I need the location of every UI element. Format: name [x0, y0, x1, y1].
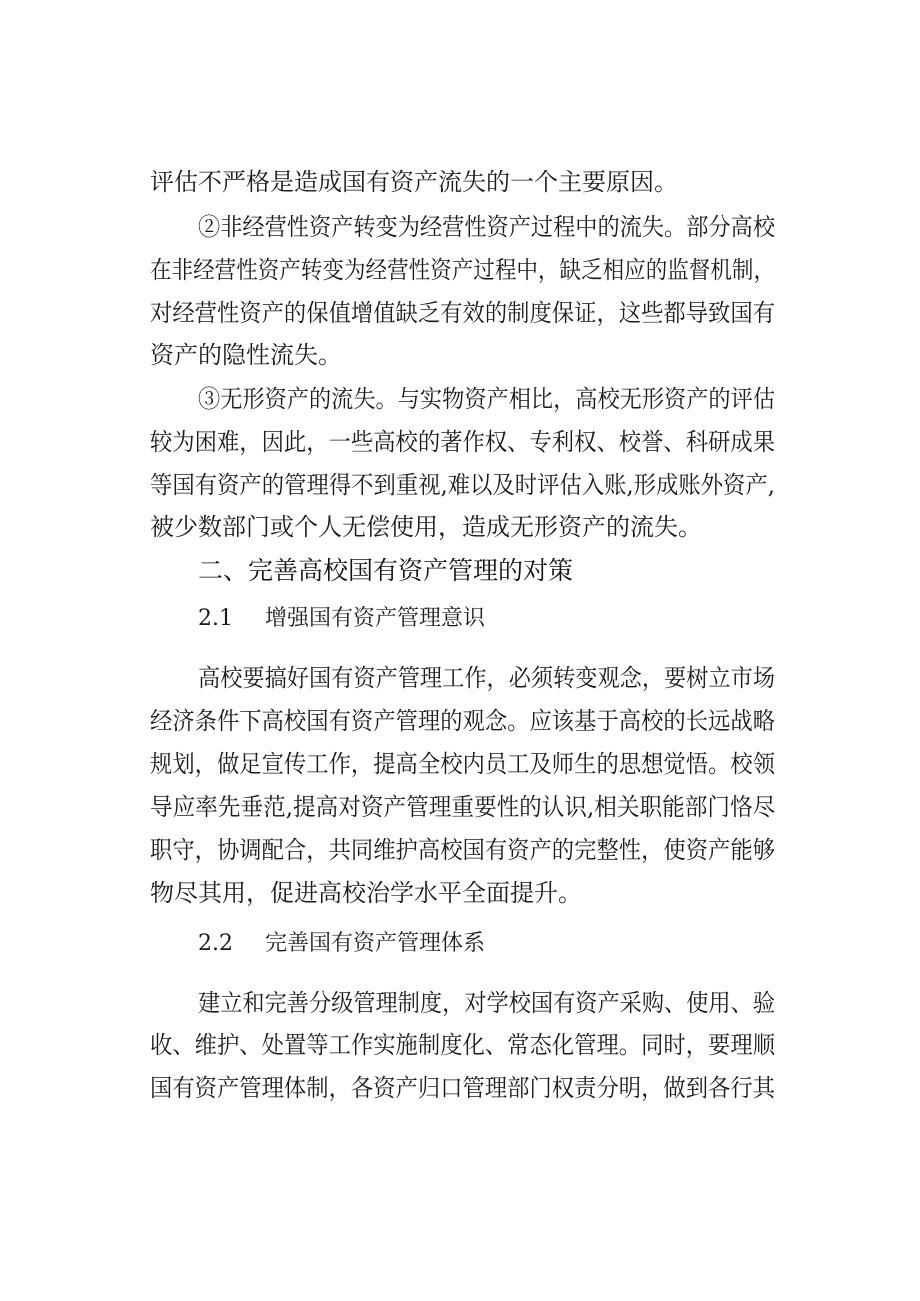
paragraph-4-line-5: 职守，协调配合，共同维护高校国有资产的完整性，使资产能够: [150, 836, 776, 864]
subsection-2-title: 完善国有资产管理体系: [265, 931, 486, 956]
section-heading: 二、完善高校国有资产管理的对策: [198, 556, 574, 585]
paragraph-3-line-4: 被少数部门或个人无偿使用，造成无形资产的流失。: [150, 513, 702, 541]
paragraph-3-line-3: 等国有资产的管理得不到重视,难以及时评估入账,形成账外资产,: [150, 471, 775, 499]
subsection-1-number: 2.1: [198, 606, 233, 631]
subsection-2-number: 2.2: [198, 931, 233, 956]
subsection-1-title: 增强国有资产管理意识: [265, 606, 486, 631]
paragraph-3-line-2: 较为困难，因此，一些高校的著作权、专利权、校誉、科研成果: [150, 428, 776, 456]
subsection-1-heading: [198, 604, 485, 634]
paragraph-5-line-3: 国有资产管理体制，各资产归口管理部门权责分明，做到各行其: [150, 1074, 776, 1102]
paragraph-4-line-3: 规划，做足宣传工作，提高全校内员工及师生的思想觉悟。校领: [150, 750, 776, 778]
paragraph-3-line-1: ③无形资产的流失。与实物资产相比，高校无形资产的评估: [198, 385, 776, 413]
paragraph-2-line-4: 资产的隐性流失。: [150, 341, 342, 369]
paragraph-1-line-1: 评估不严格是造成国有资产流失的一个主要原因。: [150, 168, 678, 196]
paragraph-5-line-1: 建立和完善分级管理制度，对学校国有资产采购、使用、验: [198, 989, 776, 1017]
paragraph-5-line-2: 收、维护、处置等工作实施制度化、常态化管理。同时，要理顺: [150, 1031, 776, 1059]
paragraph-4-line-1: 高校要搞好国有资产管理工作，必须转变观念，要树立市场: [198, 664, 776, 692]
paragraph-4-line-2: 经济条件下高校国有资产管理的观念。应该基于高校的长远战略: [150, 707, 776, 735]
subsection-2-heading: [198, 929, 485, 959]
paragraph-2-line-3: 对经营性资产的保值增值缺乏有效的制度保证，这些都导致国有: [150, 299, 776, 327]
paragraph-4-line-6: 物尽其用，促进高校治学水平全面提升。: [150, 879, 582, 907]
paragraph-2-line-1: ②非经营性资产转变为经营性资产过程中的流失。部分高校: [198, 213, 776, 241]
paragraph-2-line-2: 在非经营性资产转变为经营性资产过程中，缺乏相应的监督机制，: [150, 256, 776, 284]
paragraph-4-line-4: 导应率先垂范,提高对资产管理重要性的认识,相关职能部门恪尽: [150, 793, 776, 821]
